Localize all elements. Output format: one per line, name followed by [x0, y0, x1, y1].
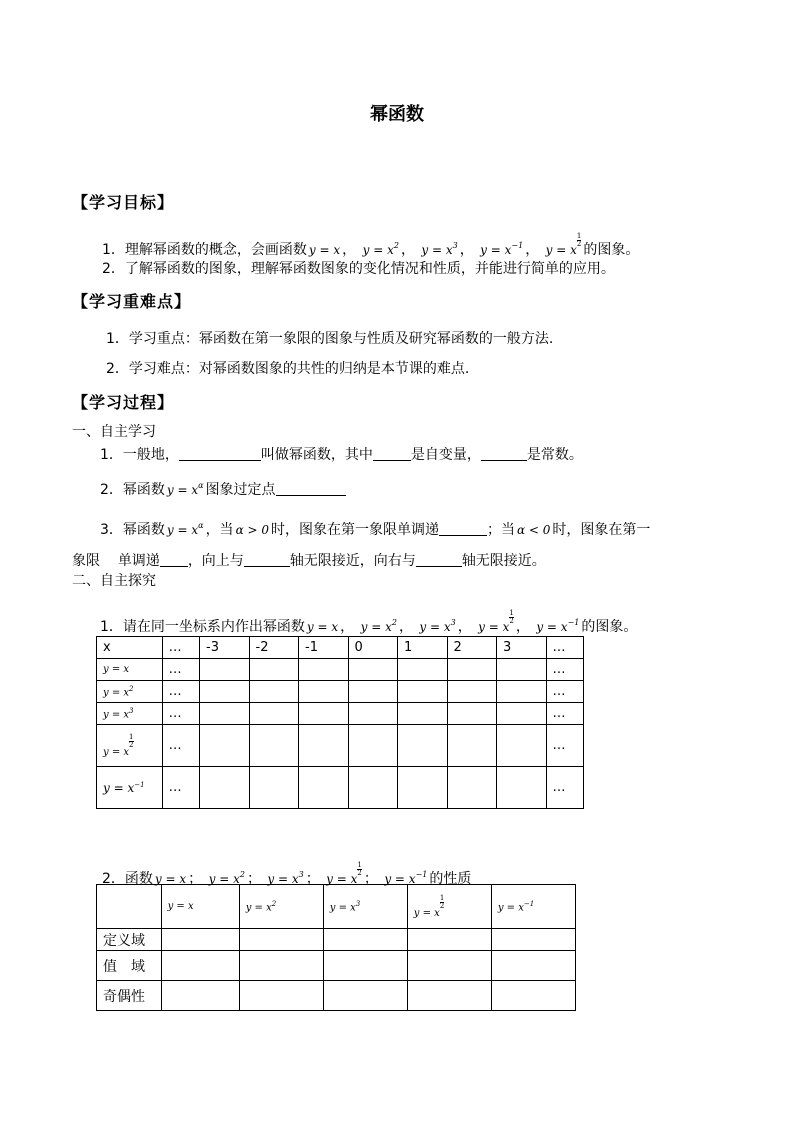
- blank-axis-1[interactable]: [244, 566, 290, 567]
- formula-y-xneg1: $y = x^{-1}$: [480, 241, 524, 257]
- blank-monotonic-1[interactable]: [439, 535, 487, 536]
- goal-item-1: 1．理解幂函数的概念，会画函数 y = x ， $y = x^2$ ， $y = x^3$ ， $y = x^{-1}$ ， y = x $\frac{1}{2}$ 的图象。: [102, 232, 640, 258]
- key-item-1: 1．学习重点：幂函数在第一象限的图象与性质及研究幂函数的一般方法.: [106, 331, 554, 347]
- part1-q3-line2: 象限 单调递 ，向上与 轴无限接近，向右与 轴无限接近。: [72, 553, 546, 569]
- table-row: $y = x^{-1}$ … …: [97, 767, 584, 809]
- part1-heading: 一、自主学习: [72, 424, 156, 440]
- table-row: y = x $y = x^2$ $y = x^3$ y = x $\frac{1}{2}$ $y = x^{-1}$: [97, 885, 576, 929]
- table-row: x … -3 -2 -1 0 1 2 3 …: [97, 637, 584, 659]
- table-row: 值 域: [97, 951, 576, 981]
- part1-q1: 1．一般地， 叫做幂函数，其中 是自变量， 是常数。: [100, 447, 583, 463]
- section-process: 【学习过程】: [72, 393, 175, 412]
- formula-y-x: y = x: [308, 243, 341, 257]
- page-title: 幂函数: [370, 104, 424, 125]
- part2-q1: 1．请在同一坐标系内作出幂函数 y = x ， $y = x^2$ ， $y = x^3$ ， y = x $\frac{1}{2}$ ， $y = x^{-1}$ 的图象。: [100, 609, 638, 635]
- blank-fixed-point[interactable]: [276, 495, 346, 496]
- part2-q2: 2．函数 y = x ； $y = x^2$ ； $y = x^3$ ； y = x $\frac{1}{2}$ ； $y = x^{-1}$ 的性质: [102, 861, 472, 887]
- blank-axis-2[interactable]: [416, 566, 462, 567]
- blank-monotonic-2[interactable]: [160, 566, 188, 567]
- properties-table: [96, 884, 576, 1011]
- formula-y-xhalf: y = x $\frac{1}{2}$: [545, 232, 582, 257]
- part1-q2: 2．幂函数 $y = x^\alpha$ 图象过定点: [100, 479, 346, 499]
- goal-item-2: 2．了解幂函数的图象，理解幂函数图象的变化情况和性质，并能进行简单的应用。: [102, 261, 615, 277]
- blank-definition[interactable]: [179, 460, 261, 461]
- section-key: 【学习重难点】: [72, 292, 192, 311]
- table-row: 定义域: [97, 929, 576, 951]
- formula-y-x3: $y = x^3$: [421, 241, 458, 257]
- part1-q3: 3．幂函数 $y = x^\alpha$ ，当 α > 0 时，图象在第一象限单调递 ；当 α < 0 时，图象在第一: [100, 521, 651, 538]
- table-row: 奇偶性: [97, 981, 576, 1011]
- table-row: y = x $\frac{1}{2}$ … …: [97, 725, 584, 767]
- blank-constant[interactable]: [481, 460, 527, 461]
- values-table: [96, 636, 584, 809]
- formula-y-x2: $y = x^2$: [362, 241, 399, 257]
- blank-variable[interactable]: [373, 460, 411, 461]
- table-row: y = x … …: [97, 659, 584, 681]
- section-goals: 【学习目标】: [72, 193, 175, 212]
- table-row: $y = x^3$ … …: [97, 703, 584, 725]
- part2-heading: 二、自主探究: [72, 573, 156, 589]
- table-row: $y = x^2$ … …: [97, 681, 584, 703]
- key-item-2: 2．学习难点：对幂函数图象的共性的归纳是本节课的难点.: [106, 361, 470, 377]
